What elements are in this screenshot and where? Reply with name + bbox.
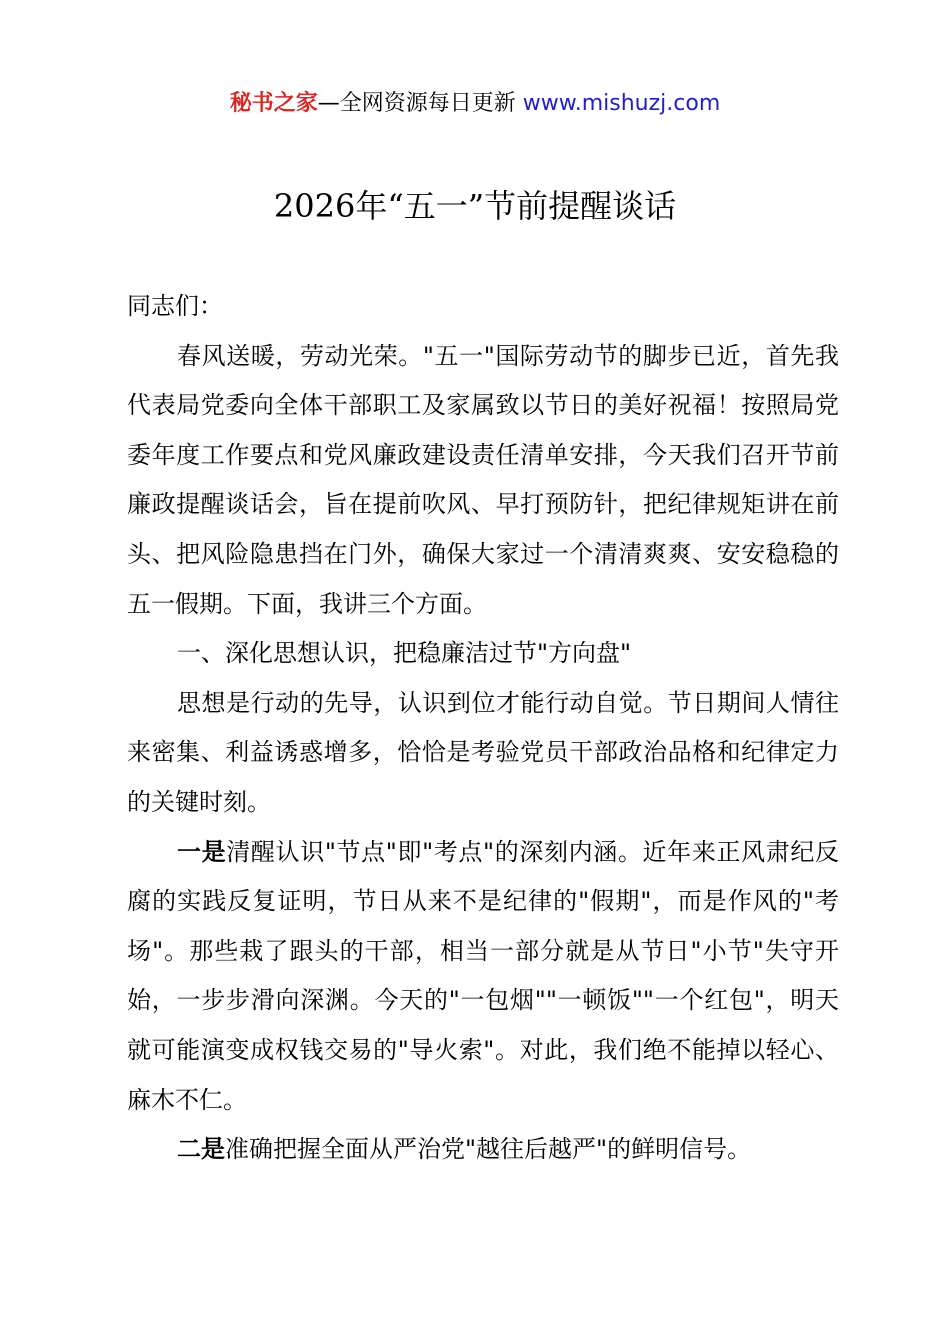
site-tagline: —全网资源每日更新 (317, 91, 523, 116)
point-1-lead: 一是 (177, 837, 227, 866)
salutation: 同志们： (127, 292, 223, 320)
paragraph-point-2 (127, 1125, 839, 1175)
paragraph-intro: 春风送暖，劳动光荣。"五一"国际劳动节的脚步已近，首先我代表局党委向全体干部职工及家属致以节日的美好祝福！按照局党委年度工作要点和党风廉政建设责任清单安排，今天我们召开节前廉政提醒谈话会，旨在提前吹风、早打预防针，把纪律规矩讲在前头、把风险隐患挡在门外，确保大家过一个清清爽爽、安安稳稳的五一假期。下面，我讲三个方面。 (127, 341, 839, 618)
document-body (127, 282, 839, 1175)
document-title: 2026年“五一”节前提醒谈话 (273, 187, 677, 225)
point-1-text: 清醒认识"节点"即"考点"的深刻内涵。近年来正风肃纪反腐的实践反复证明，节日从来不是纪律的"假期"，而是作风的"考场"。那些栽了跟头的干部，相当一部分就是从节日"小节"失守开始，一步步滑向深渊。今天的"一包烟""一顿饭""一个红包"，明天就可能演变成权钱交易的"导火索"。对此，我们绝不能掉以轻心、麻木不仁。 (127, 837, 840, 1114)
paragraph-point-1 (127, 828, 839, 1126)
site-url-link[interactable]: www.mishuzj.com (522, 91, 721, 116)
paragraph-section1-intro: 思想是行动的先导，认识到位才能行动自觉。节日期间人情往来密集、利益诱惑增多，恰恰是考验党员干部政治品格和纪律定力的关键时刻。 (127, 688, 839, 816)
site-header (0, 88, 950, 120)
point-2-lead: 二是 (177, 1135, 225, 1164)
section-heading-1: 一、深化思想认识，把稳廉洁过节"方向盘" (177, 639, 632, 668)
site-brand: 秘书之家 (229, 91, 318, 116)
point-2-text: 准确把握全面从严治党"越往后越严"的鲜明信号。 (225, 1135, 752, 1164)
